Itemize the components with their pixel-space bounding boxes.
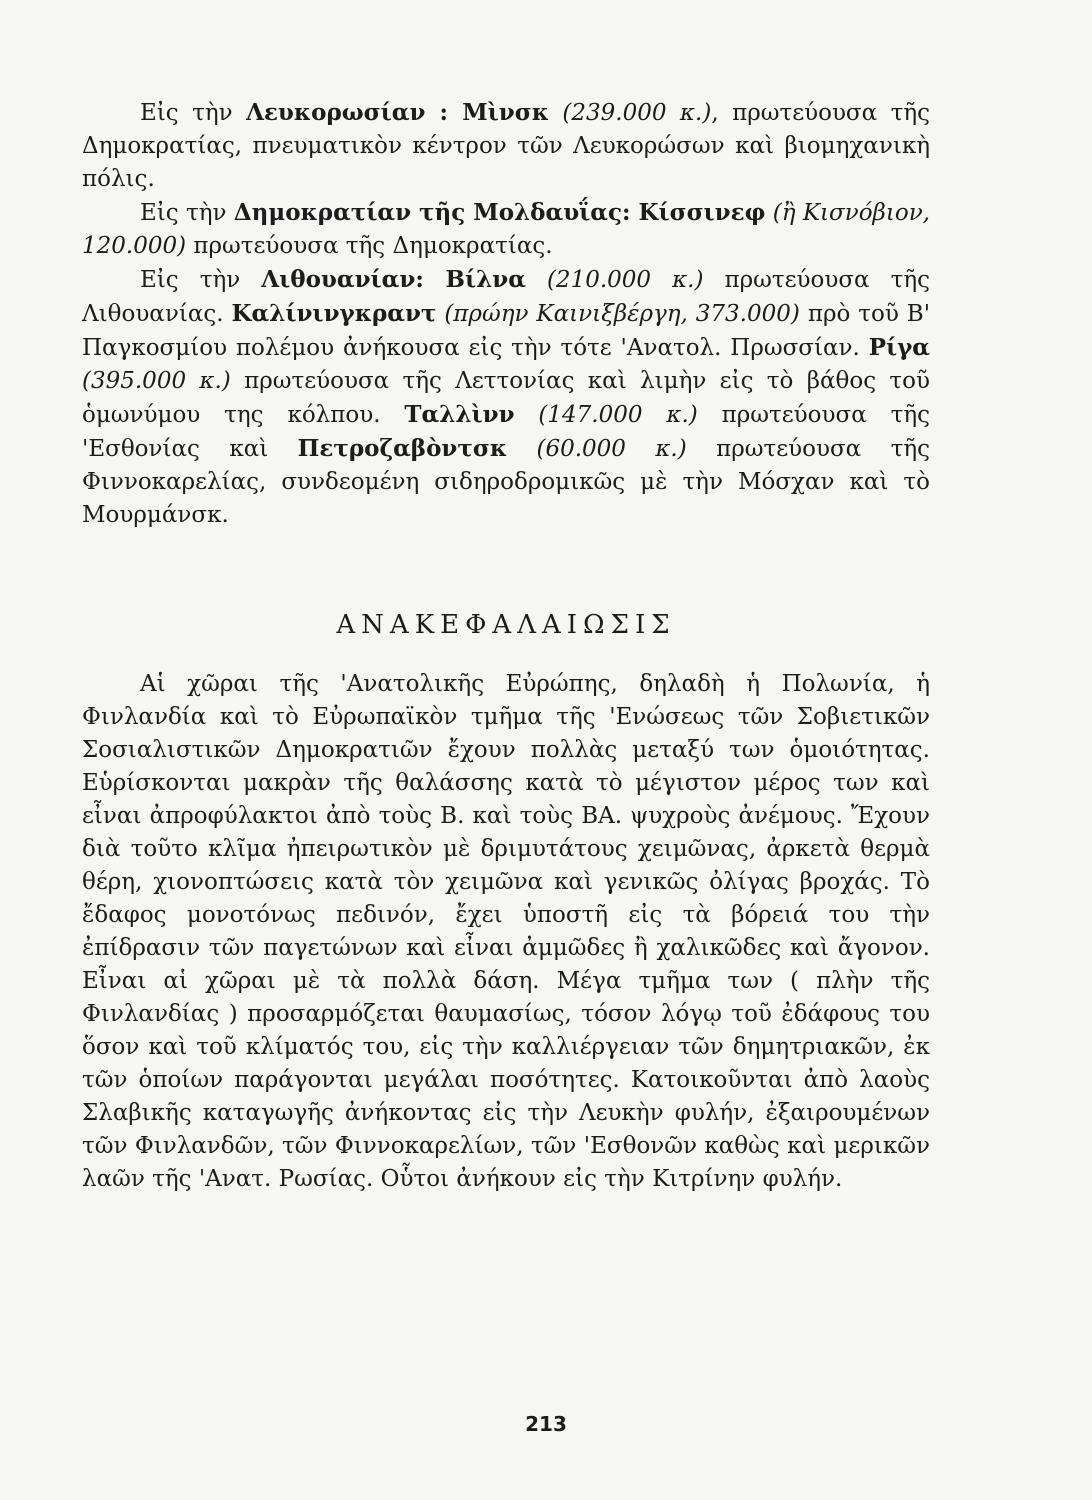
text-run: πρωτεύουσα τῆς Δημοκρατίας. — [186, 233, 553, 259]
bold-place-name: Ταλλὶνν — [404, 401, 515, 428]
paragraph-baltic — [82, 263, 930, 532]
text-run: , πρωτεύουσα τῆς Δημοκρατίας, πνευματικὸν κέντρον τῶν Λευκορώσων καὶ βιομηχανικὴ πόλις. — [82, 100, 930, 192]
text-run: πρωτεύουσα τῆς Φιννοκαρελίας, συνδεομένη σιδηροδρομικῶς μὲ τὴν Μόσχαν καὶ τὸ Μουρμάνσκ. — [82, 436, 930, 528]
text-run: πρωτεύουσα τῆς 'Εσθονίας καὶ — [82, 402, 930, 462]
bold-place-name: Λιθουανίαν: Βίλνα — [261, 266, 526, 293]
paragraph-moldavia — [82, 196, 930, 263]
bold-place-name: Καλίνινγκραντ — [231, 300, 437, 327]
italic-population: (πρώην Καινιξβέργη, 373.000) — [436, 301, 800, 327]
italic-population: (147.000 κ.) — [514, 402, 698, 428]
text-run: Εἰς τὴν — [140, 100, 247, 126]
italic-population: (239.000 κ.) — [548, 100, 712, 126]
text-run: πρωτεύουσα τῆς Λεττονίας καὶ λιμὴν εἰς τὸ βάθος τοῦ ὁμωνύμου της κόλπου. — [82, 368, 930, 428]
bold-place-name: Δημοκρατίαν τῆς Μολδαυΐας: Κίσσινεφ — [233, 199, 766, 226]
page-body — [82, 96, 930, 1196]
italic-population: (210.000 κ.) — [525, 267, 704, 293]
text-run: πρωτεύουσα τῆς Λιθουανίας. — [82, 267, 931, 327]
bold-place-name: Ρίγα — [868, 334, 930, 361]
italic-population: (395.000 κ.) — [82, 368, 231, 394]
italic-population: (60.000 κ.) — [507, 436, 687, 462]
text-run: Εἰς τὴν — [140, 200, 234, 226]
paragraph-summary: Αἱ χῶραι τῆς 'Ανατολικῆς Εὐρώπης, δηλαδὴ ἡ Πολωνία, ἡ Φινλανδία καὶ τὸ Εὐρωπαϊκὸν τμῆμα τῆς 'Ενώσεως τῶν Σοβιετικῶν Σοσιαλιστικῶν Δημοκρατιῶν ἔχουν πολλὰς μεταξύ των ὁμοιότητας. Εὑρίσκονται μακρὰν τῆς θαλάσσης κατὰ τὸ μέγιστον μέρος των καὶ εἶναι ἀπροφύλακτοι ἀπὸ τοὺς Β. καὶ τοὺς ΒΑ. ψυχροὺς ἀνέμους. Ἔχουν διὰ τοῦτο κλῖμα ἠπειρωτικὸν μὲ δριμυτάτους χειμῶνας, ἀρκετὰ θερμὰ θέρη, χιονοπτώσεις κατὰ τὸν χειμῶνα καὶ γενικῶς ὀλίγας βροχάς. Τὸ ἔδαφος μονοτόνως πεδινόν, ἔχει ὑποστῆ εἰς τὰ βόρειά του τὴν ἐπίδρασιν τῶν παγετώνων καὶ εἶναι ἀμμῶδες ἢ χαλικῶδες καὶ ἄγονον. Εἶναι αἱ χῶραι μὲ τὰ πολλὰ δάση. Μέγα τμῆμα των ( πλὴν τῆς Φινλανδίας ) προσαρμόζεται θαυμασίως, τόσον λόγῳ τοῦ ἐδάφους του ὅσον καὶ τοῦ κλίματός του, εἰς τὴν καλλιέργειαν τῶν δημητριακῶν, ἐκ τῶν ὁποίων παράγονται μεγάλαι ποσότητες. Κατοικοῦνται ἀπὸ λαοὺς Σλαβικῆς καταγωγῆς ἀνήκοντας εἰς τὴν Λευκὴν φυλήν, ἐξαιρουμένων τῶν Φινλανδῶν, τῶν Φιννοκαρελίων, τῶν 'Εσθονῶν καθὼς καὶ μερικῶν λαῶν τῆς 'Ανατ. Ρωσίας. Οὗτοι ἀνήκουν εἰς τὴν Κιτρίνην φυλήν. — [82, 671, 930, 1192]
text-run: Εἰς τὴν — [140, 267, 262, 293]
paragraph-belarus — [82, 96, 930, 196]
page-number: 213 — [525, 1412, 567, 1436]
section-heading: ΑΝΑΚΕΦΑΛΑΙΩΣΙΣ — [336, 610, 676, 640]
bold-place-name: Λευκορωσίαν : Μὶνσκ — [246, 99, 549, 126]
italic-population: (ἢ Κισνόβιον, 120.000) — [82, 200, 930, 259]
text-run: πρὸ τοῦ Β' Παγκοσμίου πολέμου ἀνήκουσα εἰς τὴν τότε 'Ανατολ. Πρωσσίαν. — [82, 301, 931, 361]
bold-place-name: Πετροζαβὸντσκ — [297, 435, 508, 462]
